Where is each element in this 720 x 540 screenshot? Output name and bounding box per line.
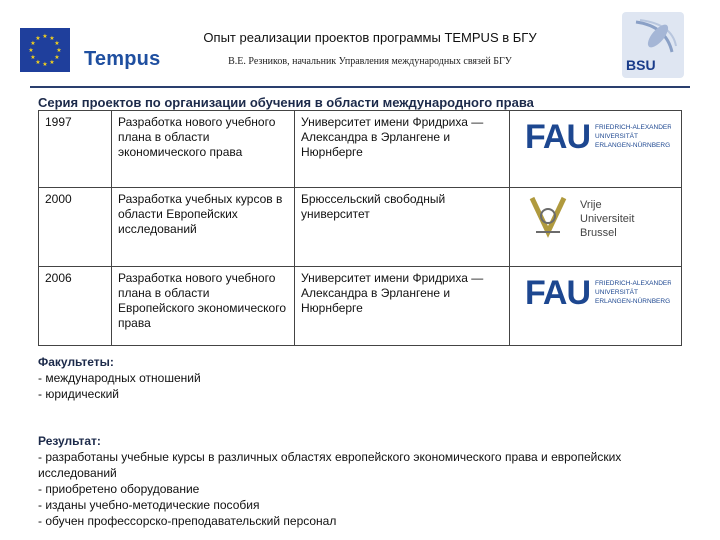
university-logo [510, 267, 682, 346]
svg-text:★: ★ [49, 35, 55, 42]
fau-logo-icon [521, 271, 671, 311]
project-year: 2000 [39, 188, 112, 267]
university-logo [510, 111, 682, 188]
vub-logo-line: Vrije [579, 199, 602, 211]
fau-logo-line: UNIVERSITÄT [594, 289, 638, 296]
faculties-heading: Факультеты: [38, 355, 114, 369]
list-item: - приобретено оборудование [38, 482, 200, 496]
bsu-logo-text: BSU [626, 57, 656, 73]
fau-logo-line: ERLANGEN-NÜRNBERG [594, 298, 670, 305]
projects-table [38, 110, 682, 346]
svg-text:★: ★ [35, 59, 41, 66]
fau-logo-icon [521, 115, 671, 155]
project-university: Брюссельский свободный университет [295, 188, 510, 267]
fau-logo-mark: FAU [524, 274, 590, 311]
list-item: - разработаны учебные курсы в различных областях европейского экономического права и европейских исследований [38, 450, 622, 480]
svg-text:★: ★ [42, 33, 48, 40]
table-row [39, 267, 682, 346]
svg-text:★: ★ [42, 61, 48, 68]
svg-text:★: ★ [49, 59, 55, 66]
svg-text:★: ★ [30, 40, 36, 47]
svg-text:★: ★ [54, 54, 60, 61]
fau-logo-line: UNIVERSITÄT [594, 133, 638, 140]
fau-logo-line: ERLANGEN-NÜRNBERG [594, 142, 670, 149]
fau-logo-line: FRIEDRICH-ALEXANDER [594, 280, 671, 287]
list-item: - юридический [38, 387, 119, 401]
section-title: Серия проектов по организации обучения в области международного права [38, 95, 534, 110]
project-university: Университет имени Фридриха — Александра в Эрлангене и Нюрнберге [295, 267, 510, 346]
list-item: - обучен профессорско-преподавательский персонал [38, 514, 337, 528]
table-row [39, 111, 682, 188]
svg-text:★: ★ [28, 47, 34, 54]
svg-text:★: ★ [54, 40, 60, 47]
vub-logo-line: Brussel [579, 227, 617, 239]
project-university: Университет имени Фридриха — Александра в Эрлангене и Нюрнберге [295, 111, 510, 188]
list-item: - изданы учебно-методические пособия [38, 498, 260, 512]
fau-logo-line: FRIEDRICH-ALEXANDER [594, 124, 671, 131]
header-divider [30, 86, 690, 88]
tempus-logo-text: Tempus [84, 48, 161, 70]
project-year: 2006 [39, 267, 112, 346]
results-heading: Результат: [38, 434, 101, 448]
university-logo [510, 188, 682, 267]
svg-text:★: ★ [35, 35, 41, 42]
project-year: 1997 [39, 111, 112, 188]
eu-flag-icon [20, 28, 70, 72]
svg-text:★: ★ [30, 54, 36, 61]
project-title: Разработка нового учебного плана в области Европейского экономического права [112, 267, 295, 346]
list-item: - международных отношений [38, 371, 201, 385]
svg-text:★: ★ [56, 47, 62, 54]
project-title: Разработка учебных курсов в области Европейских исследований [112, 188, 295, 267]
faculties-block [38, 354, 201, 402]
vub-logo-line: Universiteit [579, 213, 634, 225]
page-title: Опыт реализации проектов программы TEMPUS в БГУ [203, 30, 537, 45]
project-title: Разработка нового учебного плана в области экономического права [112, 111, 295, 188]
fau-logo-mark: FAU [524, 118, 590, 155]
page-subtitle: В.Е. Резников, начальник Управления международных связей БГУ [228, 56, 512, 67]
table-row [39, 188, 682, 267]
vub-logo-icon [526, 192, 666, 240]
results-block [38, 433, 678, 529]
